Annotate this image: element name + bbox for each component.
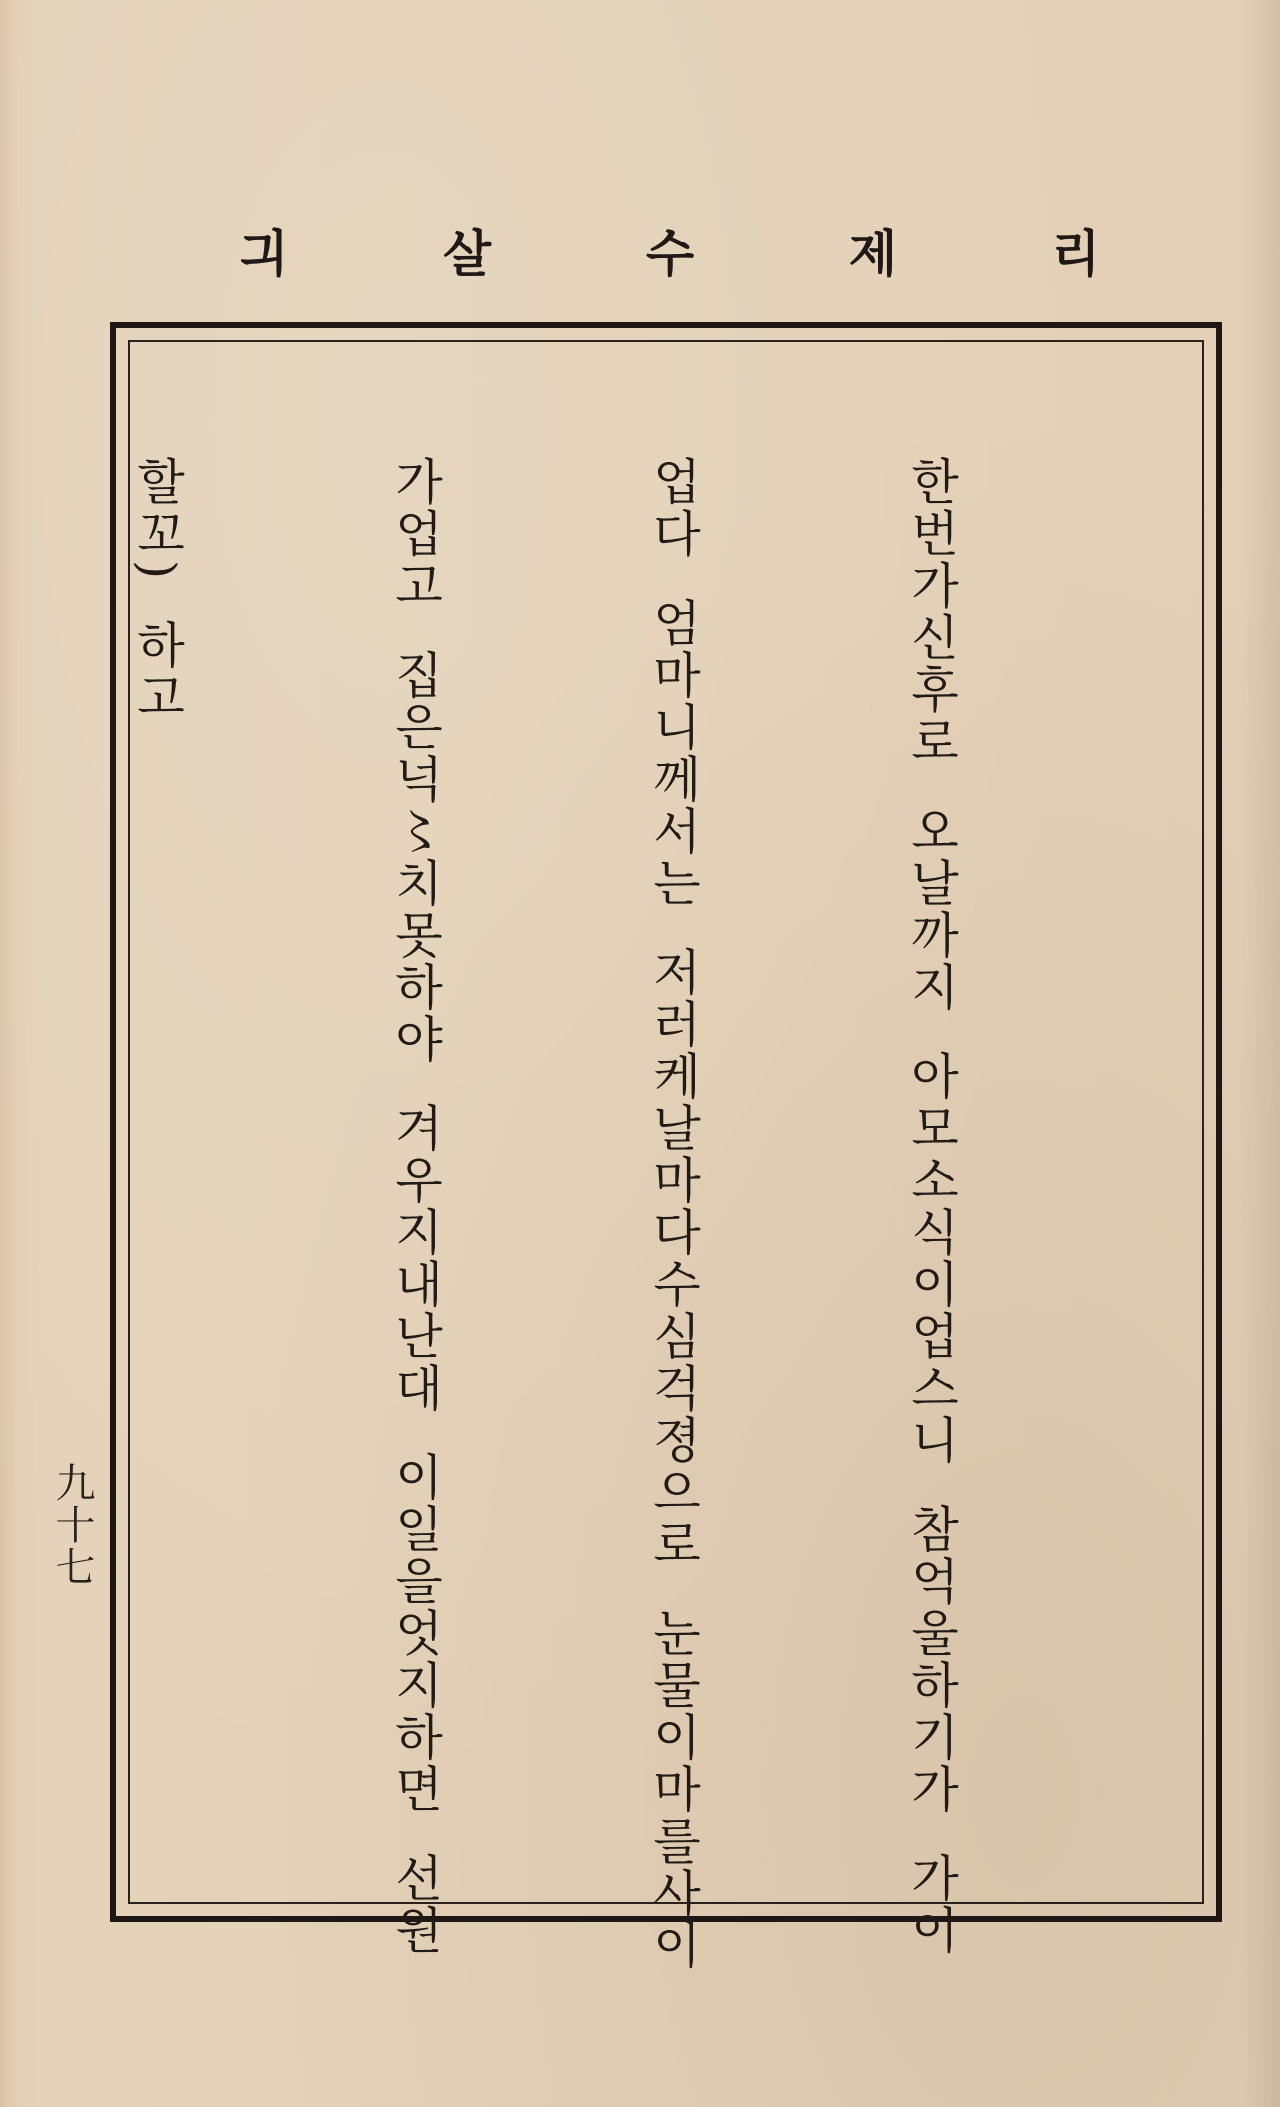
text-line: 할꼬) 하고	[129, 456, 186, 724]
text-line: 업다 엄마니께서는 저러케날마다수심걱졍으로 눈물이마를사이	[645, 456, 702, 1972]
header-char: 긔	[240, 224, 289, 283]
header-char: 살	[442, 224, 492, 283]
running-header	[240, 222, 1100, 286]
header-char: 리	[1051, 224, 1100, 283]
header-char: 수	[645, 224, 695, 283]
page-number: 九十七	[49, 1462, 95, 1588]
text-line: 한번가신후로 오날까지 아모소식이업스니 참억울하기가 가이	[903, 456, 960, 1957]
vertical-text-body	[129, 456, 1146, 1972]
header-char: 제	[848, 224, 898, 283]
text-line: 가업고 집은넉〻치못하야 겨우지내난대 이일을엇지하면 선원	[387, 456, 444, 1957]
